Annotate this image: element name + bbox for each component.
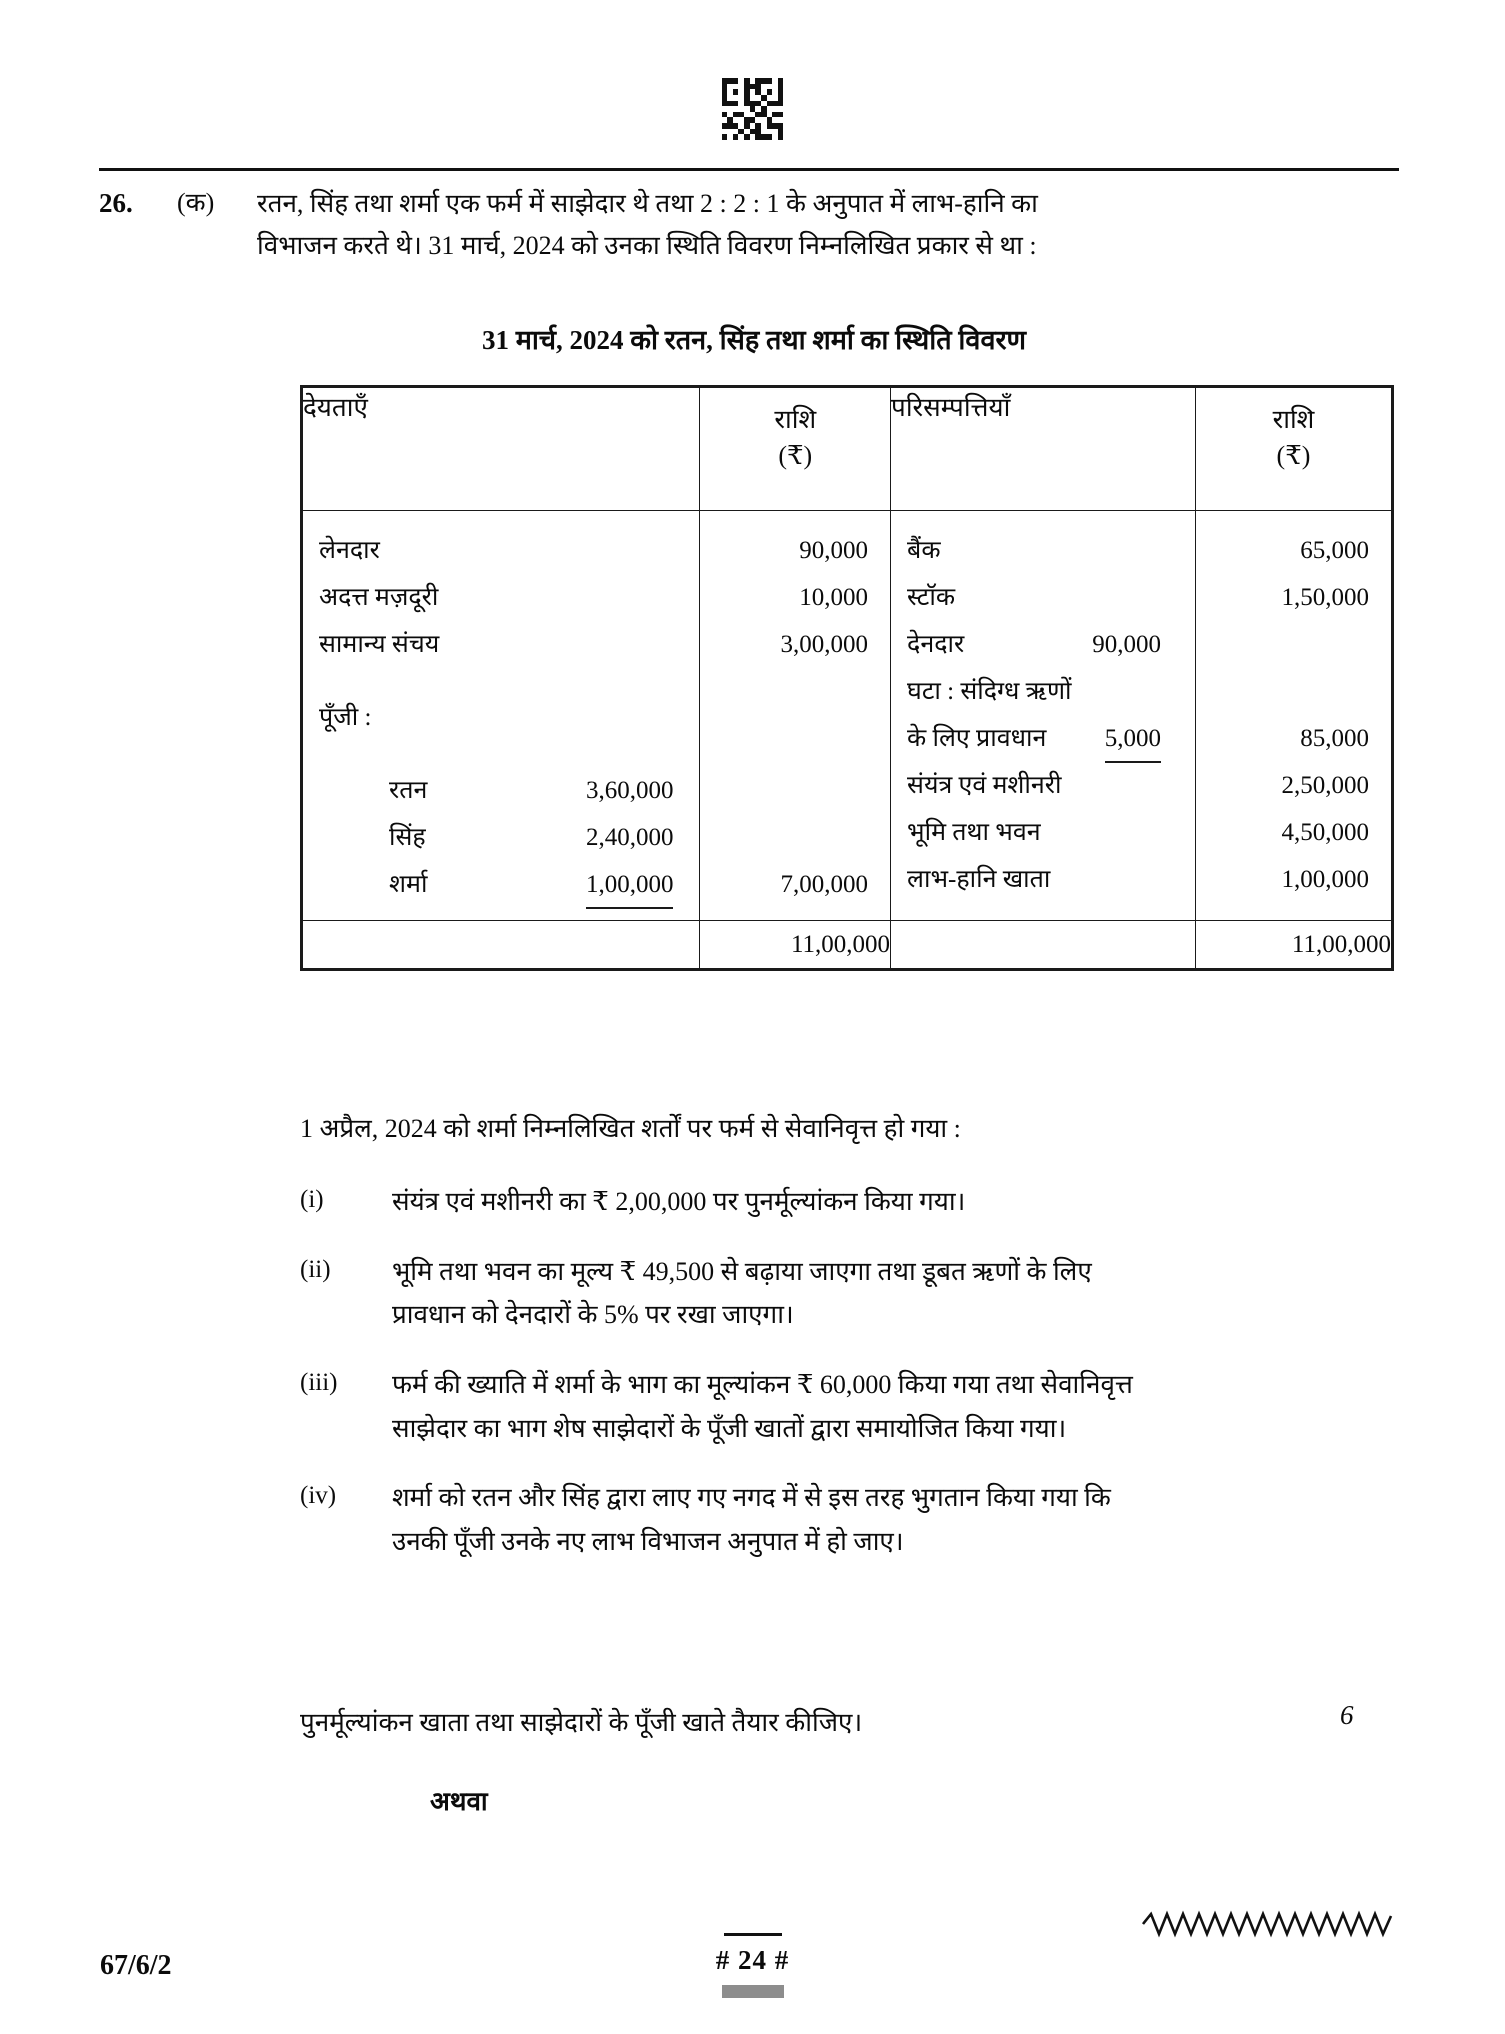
spacer (710, 767, 868, 814)
col-header-amount-left-line1: राशि (774, 405, 817, 434)
page-footer (0, 1933, 1505, 1998)
question-part-label: (क) (177, 188, 215, 217)
question-text (257, 183, 1409, 267)
page-marker: # 24 # (715, 1945, 790, 1975)
assets-amount-list (1196, 511, 1391, 915)
asset-amount: 4,50,000 (1281, 819, 1369, 846)
total-amount-right: 11,00,000 (1195, 921, 1391, 969)
paper-code: 67/6/2 (100, 1950, 172, 1981)
term-text (392, 1180, 1410, 1224)
asset-amount: 1,50,000 (1281, 584, 1369, 611)
asset-inner-amount (1155, 668, 1161, 715)
liability-label: अदत्त मज़दूरी (319, 584, 439, 611)
asset-row (907, 809, 1179, 856)
question-text-line-2: विभाजन करते थे। 31 मार्च, 2024 को उनका स्थिति विवरण निम्नलिखित प्रकार से था : (257, 231, 1037, 261)
table-header-row (303, 388, 1392, 511)
asset-label: स्टॉक (907, 584, 956, 611)
asset-row (907, 668, 1179, 715)
qr-code-icon (722, 78, 784, 140)
col-header-assets: परिसम्पत्तियाँ (891, 388, 1196, 511)
capital-row (319, 814, 683, 861)
footer-bar (722, 1985, 784, 1998)
col-header-amount-left (700, 388, 891, 511)
question-text-line-1: रतन, सिंह तथा शर्मा एक फर्म में साझेदार थे तथा 2 : 2 : 1 के अनुपात में लाभ-हानि का (257, 189, 1038, 218)
liabilities-amount-list (700, 511, 890, 920)
retirement-terms-block (300, 1108, 1410, 1590)
total-amount-left: 11,00,000 (700, 921, 891, 969)
asset-row (907, 574, 1179, 621)
asset-amount (1206, 668, 1369, 715)
term-text-line: शर्मा को रतन और सिंह द्वारा लाए गए नगद में से इस तरह भुगतान किया गया कि (392, 1483, 1111, 1513)
asset-label: देनदार (907, 631, 965, 658)
term-item (300, 1180, 1410, 1224)
term-item (300, 1476, 1410, 1563)
spacer (710, 814, 868, 861)
header-divider (99, 168, 1399, 171)
asset-row (907, 715, 1179, 762)
capital-total-amount: 7,00,000 (780, 871, 869, 898)
capital-partner-amount: 1,00,000 (586, 861, 674, 908)
asset-amount: 85,000 (1300, 725, 1369, 752)
table-body-row (303, 511, 1392, 921)
col-header-liabilities: देयताएँ (303, 388, 700, 511)
term-item (300, 1250, 1410, 1337)
asset-label: लाभ-हानि खाता (907, 866, 1051, 893)
liabilities-list (303, 511, 699, 920)
asset-label: बैंक (907, 537, 941, 564)
term-roman-number: (i) (300, 1186, 324, 1214)
col-header-amount-left-line2: (₹) (778, 440, 813, 470)
capital-partner-amount: 2,40,000 (585, 824, 674, 851)
term-roman-number: (iii) (300, 1369, 338, 1397)
capital-row (319, 767, 683, 814)
asset-row (907, 527, 1179, 574)
liability-amount: 90,000 (799, 537, 869, 564)
question-block (99, 183, 1409, 267)
term-text-line: फर्म की ख्याति में शर्मा के भाग का मूल्यांकन ₹ 60,000 किया गया तथा सेवानिवृत्त (392, 1370, 1133, 1400)
term-text-line: संयंत्र एवं मशीनरी का ₹ 2,00,000 पर पुनर्मूल्यांकन किया गया। (392, 1187, 966, 1217)
closing-instruction: पुनर्मूल्यांकन खाता तथा साझेदारों के पूँजी खाते तैयार कीजिए। (300, 1708, 863, 1737)
spacer (710, 668, 868, 694)
question-number: 26. (99, 188, 133, 218)
footer-dash (724, 1933, 782, 1936)
marks-value: 6 (1340, 1700, 1354, 1730)
asset-label: के लिए प्रावधान (907, 725, 1047, 752)
term-text-line: साझेदार का भाग शेष साझेदारों के पूँजी खातों द्वारा समायोजित किया गया। (392, 1413, 1067, 1443)
asset-row (907, 621, 1179, 668)
term-roman-number: (iv) (300, 1482, 337, 1510)
asset-amount: 2,50,000 (1281, 772, 1369, 799)
asset-inner-amount (1155, 809, 1161, 856)
retirement-intro: 1 अप्रैल, 2024 को शर्मा निम्नलिखित शर्तों पर फर्म से सेवानिवृत्त हो गया : (300, 1114, 961, 1143)
asset-inner-amount (1155, 762, 1161, 809)
assets-amount-cell (1195, 511, 1391, 921)
capital-partner-amount: 3,60,000 (585, 777, 674, 804)
capital-partner-name: शर्मा (389, 871, 428, 898)
liability-label: लेनदार (319, 537, 380, 564)
liabilities-cell (303, 511, 700, 921)
balance-sheet-title: 31 मार्च, 2024 को रतन, सिंह तथा शर्मा का स्थिति विवरण (481, 325, 1027, 355)
asset-amount: 1,00,000 (1281, 866, 1369, 893)
term-text-line: उनकी पूँजी उनके नए लाभ विभाजन अनुपात में हो जाए। (392, 1527, 904, 1557)
total-label-left (303, 921, 700, 969)
asset-label: संयंत्र एवं मशीनरी (907, 772, 1062, 799)
spacer (710, 741, 868, 767)
term-text (392, 1363, 1410, 1450)
term-roman-number: (ii) (300, 1255, 331, 1283)
liability-label: सामान्य संचय (319, 631, 440, 658)
term-text (392, 1476, 1410, 1563)
asset-label: घटा : संदिग्ध ऋणों (907, 678, 1072, 705)
capital-row (319, 861, 683, 908)
term-text-line: भूमि तथा भवन का मूल्य ₹ 49,500 से बढ़ाया जाएगा तथा डूबत ऋणों के लिए (392, 1256, 1092, 1286)
asset-inner-amount (1155, 527, 1161, 574)
terms-list (300, 1180, 1410, 1564)
assets-cell (891, 511, 1196, 921)
asset-amount (1206, 621, 1369, 668)
or-label: अथवा (430, 1787, 488, 1816)
asset-inner-amount (1155, 856, 1161, 903)
col-header-amount-right (1195, 388, 1391, 511)
qr-code-container (0, 78, 1505, 140)
capital-partner-name: रतन (389, 777, 428, 804)
col-header-amount-right-line2: (₹) (1276, 440, 1311, 470)
table-total-row (303, 921, 1392, 969)
asset-amount: 65,000 (1300, 537, 1369, 564)
term-text (392, 1250, 1410, 1337)
term-item (300, 1363, 1410, 1450)
spacer (319, 741, 683, 767)
asset-row (907, 856, 1179, 903)
asset-inner-amount: 90,000 (1092, 631, 1161, 658)
total-label-right (891, 921, 1196, 969)
asset-inner-amount: 5,000 (1105, 715, 1161, 762)
assets-list (891, 511, 1195, 915)
liability-amount: 3,00,000 (780, 631, 869, 658)
capital-partner-name: सिंह (389, 824, 426, 851)
liability-amount: 10,000 (799, 584, 869, 611)
term-text-line: प्रावधान को देनदारों के 5% पर रखा जाएगा। (392, 1300, 794, 1330)
spacer (710, 694, 868, 741)
balance-sheet-table (300, 385, 1394, 971)
asset-inner-amount (1155, 574, 1161, 621)
spacer (319, 668, 683, 694)
asset-row (907, 762, 1179, 809)
col-header-amount-right-line1: राशि (1272, 405, 1315, 434)
capital-heading: पूँजी : (319, 704, 372, 731)
liabilities-amount-cell (700, 511, 891, 921)
asset-label: भूमि तथा भवन (907, 819, 1041, 846)
